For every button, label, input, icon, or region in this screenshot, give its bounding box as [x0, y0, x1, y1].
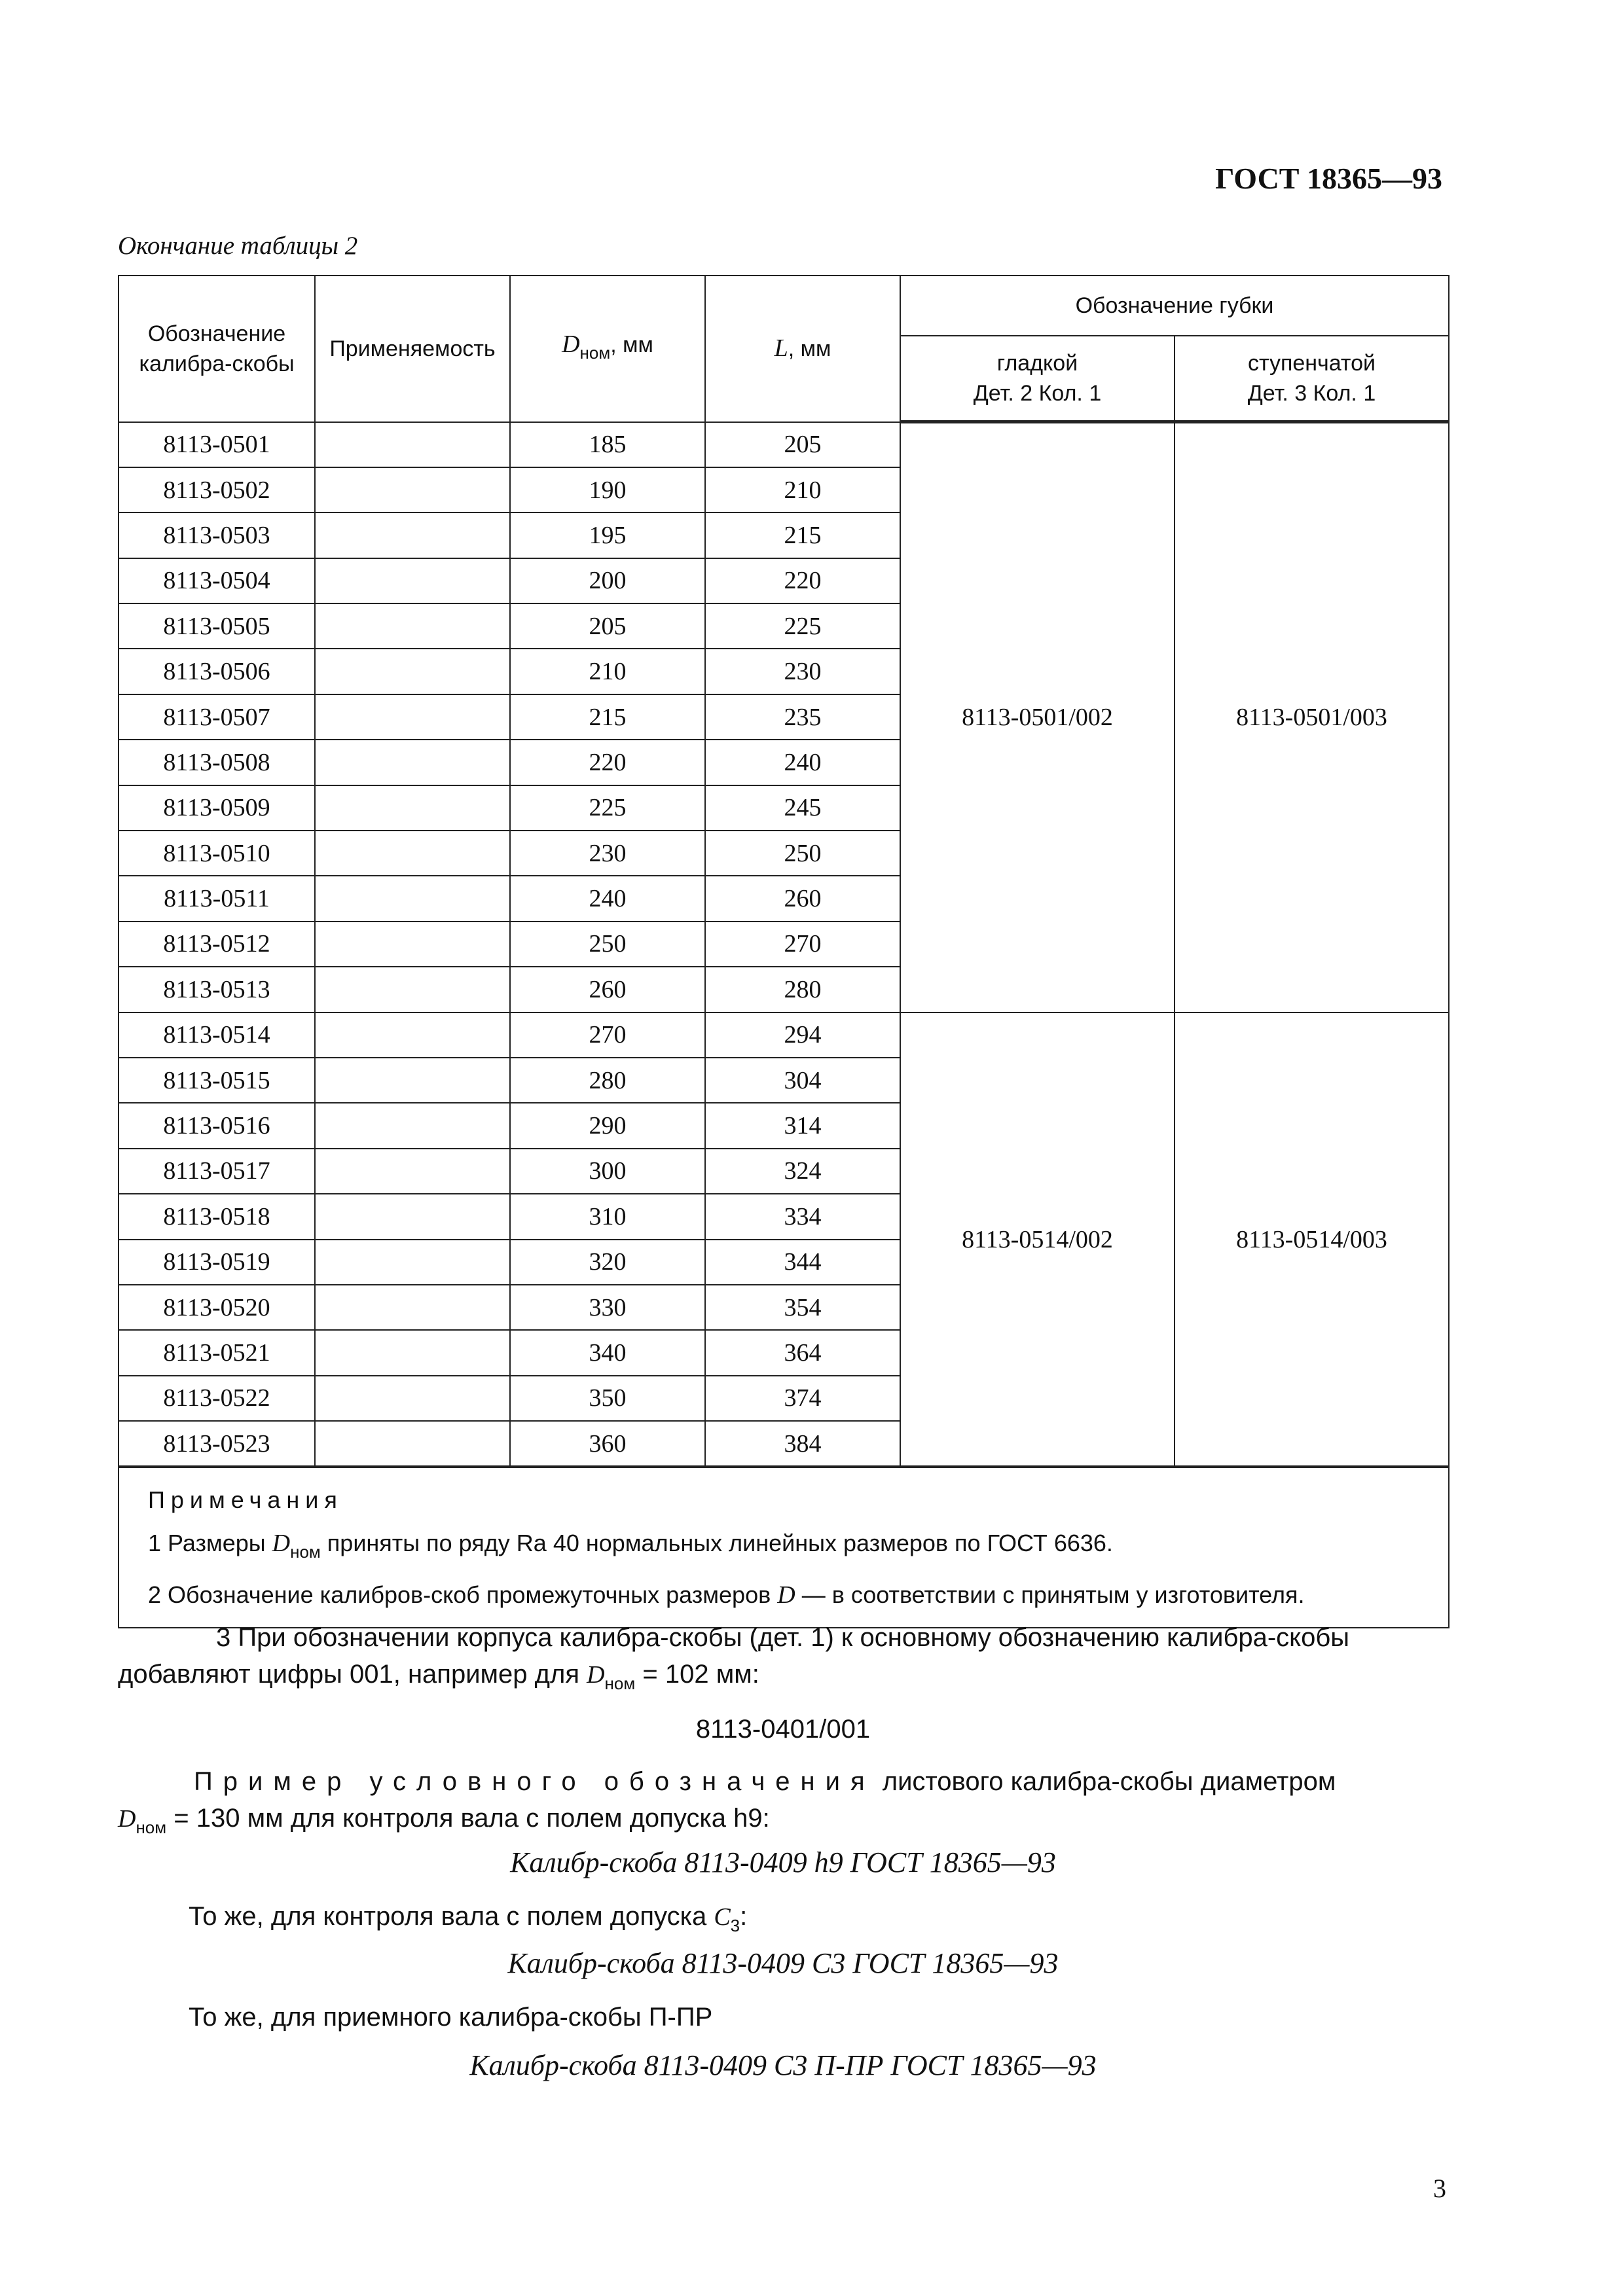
- cell-d-nom: 290: [510, 1103, 705, 1148]
- cell-jaw-stepped: 8113-0501/003: [1175, 422, 1449, 1013]
- cell-designation: 8113-0519: [119, 1240, 315, 1285]
- cell-designation: 8113-0515: [119, 1058, 315, 1103]
- example-paragraph: Пример условного обозначения листового калибра-скобы диаметром $D_{ном} = 130$ мм для контроля вала с полем допуска h9:: [118, 1767, 1336, 1837]
- cell-applicability: [315, 1376, 510, 1421]
- cell-designation: 8113-0517: [119, 1149, 315, 1194]
- note-2: 2 Обозначение калибров-скоб промежуточных размеров D — в соответствии с принятым у изготовителя.: [148, 1581, 1305, 1609]
- table-row: [119, 422, 1449, 467]
- cell-designation: 8113-0522: [119, 1376, 315, 1421]
- cell-l: 215: [705, 512, 900, 558]
- example-heading: Пример условного обозначения: [194, 1767, 875, 1796]
- table-caption: Окончание таблицы 2: [118, 232, 358, 260]
- cell-d-nom: 185: [510, 422, 705, 467]
- cell-d-nom: 320: [510, 1240, 705, 1285]
- cell-applicability: [315, 649, 510, 694]
- cell-l: 304: [705, 1058, 900, 1103]
- header-smooth: гладкой Дет. 2 Кол. 1: [900, 336, 1175, 422]
- cell-jaw-smooth: 8113-0501/002: [900, 422, 1175, 1013]
- cell-applicability: [315, 831, 510, 876]
- same-acceptance: То же, для приемного калибра-скобы П-ПР: [189, 2003, 713, 2032]
- cell-applicability: [315, 1149, 510, 1194]
- cell-designation: 8113-0512: [119, 922, 315, 967]
- cell-applicability: [315, 1330, 510, 1375]
- note-1: 1 Размеры $D_{ном}$ приняты по ряду Ra 40 нормальных линейных размеров по ГОСТ 6636.: [148, 1530, 1113, 1562]
- cell-applicability: [315, 967, 510, 1012]
- header-applicability: Применяемость: [315, 276, 510, 422]
- header-designation: Обозначение калибра-скобы: [119, 276, 315, 422]
- cell-jaw-smooth: 8113-0514/002: [900, 1013, 1175, 1467]
- cell-designation: 8113-0502: [119, 467, 315, 512]
- cell-applicability: [315, 785, 510, 831]
- table-notes: [119, 1467, 1449, 1628]
- cell-l: 220: [705, 558, 900, 603]
- cell-designation: 8113-0518: [119, 1194, 315, 1239]
- cell-d-nom: 195: [510, 512, 705, 558]
- cell-designation: 8113-0505: [119, 603, 315, 649]
- cell-applicability: [315, 1013, 510, 1058]
- cell-designation: 8113-0511: [119, 876, 315, 921]
- cell-d-nom: 240: [510, 876, 705, 921]
- cell-l: 364: [705, 1330, 900, 1375]
- cell-l: 314: [705, 1103, 900, 1148]
- cell-l: 384: [705, 1421, 900, 1467]
- header-l: L, мм: [705, 276, 900, 422]
- cell-l: 354: [705, 1285, 900, 1330]
- cell-applicability: [315, 603, 510, 649]
- cell-designation: 8113-0521: [119, 1330, 315, 1375]
- cell-l: 250: [705, 831, 900, 876]
- cell-applicability: [315, 422, 510, 467]
- gauge-table: [118, 275, 1450, 1628]
- example-3: Калибр-скоба 8113-0409 С3 П-ПР ГОСТ 18365—93: [469, 2049, 1097, 2081]
- cell-l: 344: [705, 1240, 900, 1285]
- cell-d-nom: 280: [510, 1058, 705, 1103]
- paragraph-3: 3 При обозначении корпуса калибра-скобы (дет. 1) к основному обозначению калибра-скобы добавляют цифры 001, например для $D_{ном} = 102$ мм:: [118, 1623, 1350, 1693]
- header-jaw-group: Обозначение губки: [900, 276, 1449, 336]
- cell-d-nom: 250: [510, 922, 705, 967]
- cell-applicability: [315, 1421, 510, 1467]
- cell-l: 280: [705, 967, 900, 1012]
- notes-title: Примечания: [148, 1486, 343, 1514]
- cell-l: 294: [705, 1013, 900, 1058]
- cell-d-nom: 210: [510, 649, 705, 694]
- example-2: Калибр-скоба 8113-0409 С3 ГОСТ 18365—93: [507, 1947, 1059, 1979]
- cell-d-nom: 215: [510, 694, 705, 740]
- example-1: Калибр-скоба 8113-0409 h9 ГОСТ 18365—93: [510, 1846, 1056, 1878]
- cell-d-nom: 350: [510, 1376, 705, 1421]
- cell-designation: 8113-0514: [119, 1013, 315, 1058]
- cell-designation: 8113-0523: [119, 1421, 315, 1467]
- cell-d-nom: 230: [510, 831, 705, 876]
- cell-l: 270: [705, 922, 900, 967]
- cell-l: 260: [705, 876, 900, 921]
- example-code: 8113-0401/001: [695, 1715, 871, 1744]
- cell-applicability: [315, 876, 510, 921]
- cell-designation: 8113-0504: [119, 558, 315, 603]
- cell-l: 245: [705, 785, 900, 831]
- cell-d-nom: 300: [510, 1149, 705, 1194]
- cell-designation: 8113-0507: [119, 694, 315, 740]
- cell-l: 240: [705, 740, 900, 785]
- cell-l: 235: [705, 694, 900, 740]
- cell-applicability: [315, 740, 510, 785]
- standard-header: ГОСТ 18365—93: [1215, 162, 1442, 195]
- cell-l: 324: [705, 1149, 900, 1194]
- cell-d-nom: 200: [510, 558, 705, 603]
- cell-d-nom: 190: [510, 467, 705, 512]
- cell-applicability: [315, 922, 510, 967]
- cell-designation: 8113-0503: [119, 512, 315, 558]
- cell-d-nom: 310: [510, 1194, 705, 1239]
- page-number: 3: [1433, 2174, 1446, 2203]
- cell-applicability: [315, 1285, 510, 1330]
- cell-applicability: [315, 558, 510, 603]
- header-stepped: ступенчатой Дет. 3 Кол. 1: [1175, 336, 1449, 422]
- cell-jaw-stepped: 8113-0514/003: [1175, 1013, 1449, 1467]
- cell-d-nom: 260: [510, 967, 705, 1012]
- cell-designation: 8113-0508: [119, 740, 315, 785]
- cell-l: 374: [705, 1376, 900, 1421]
- cell-l: 334: [705, 1194, 900, 1239]
- same-c3: То же, для контроля вала с полем допуска $C_3$:: [189, 1902, 748, 1935]
- cell-designation: 8113-0501: [119, 422, 315, 467]
- cell-d-nom: 205: [510, 603, 705, 649]
- cell-d-nom: 360: [510, 1421, 705, 1467]
- cell-applicability: [315, 694, 510, 740]
- table-row: [119, 1013, 1449, 1058]
- cell-l: 225: [705, 603, 900, 649]
- cell-designation: 8113-0506: [119, 649, 315, 694]
- cell-applicability: [315, 512, 510, 558]
- cell-designation: 8113-0510: [119, 831, 315, 876]
- cell-applicability: [315, 467, 510, 512]
- cell-designation: 8113-0513: [119, 967, 315, 1012]
- cell-applicability: [315, 1058, 510, 1103]
- cell-designation: 8113-0509: [119, 785, 315, 831]
- cell-d-nom: 330: [510, 1285, 705, 1330]
- cell-d-nom: 340: [510, 1330, 705, 1375]
- cell-d-nom: 225: [510, 785, 705, 831]
- cell-applicability: [315, 1194, 510, 1239]
- cell-d-nom: 220: [510, 740, 705, 785]
- cell-applicability: [315, 1240, 510, 1285]
- cell-designation: 8113-0520: [119, 1285, 315, 1330]
- cell-designation: 8113-0516: [119, 1103, 315, 1148]
- cell-applicability: [315, 1103, 510, 1148]
- header-d-nom: $D_{ном}$, мм: [510, 276, 705, 422]
- cell-d-nom: 270: [510, 1013, 705, 1058]
- cell-l: 230: [705, 649, 900, 694]
- cell-l: 205: [705, 422, 900, 467]
- cell-l: 210: [705, 467, 900, 512]
- table-body: [119, 422, 1449, 1467]
